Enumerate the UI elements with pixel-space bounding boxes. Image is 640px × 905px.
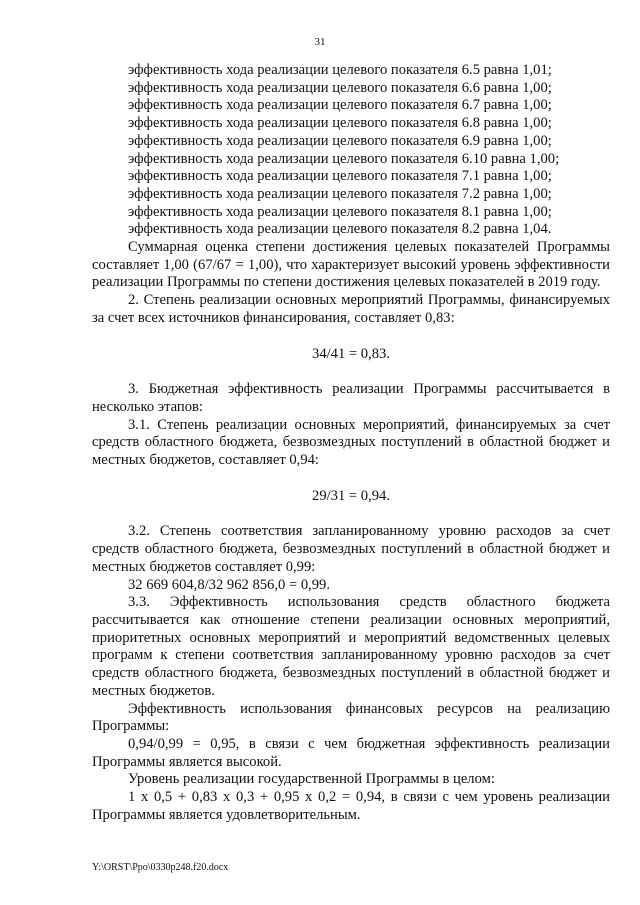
item-3-1-paragraph: 3.1. Степень реализации основных мероприятий, финансируемых за счет средств областного бюджета, безвозмездных поступлений в областной бюджет и местных бюджетов, составляет 0,94: [92,416,610,469]
formula-expenditure: 32 669 604,8/32 962 856,0 = 0,99. [128,576,331,593]
item-2-paragraph: 2. Степень реализации основных мероприятий Программы, финансируемых за счет всех источников финансирования, составляет 0,83: [92,292,610,326]
spacer [92,470,610,488]
indicator-line: эффективность хода реализации целевого показателя 6.7 равна 1,00; [128,97,552,114]
formula-29-31: 29/31 = 0,94. [312,487,390,504]
spacer [92,328,610,346]
summary-paragraph: Суммарная оценка степени достижения целевых показателей Программы составляет 1,00 (67/67 = 1,00), что характеризует высокий уровень эффективности реализации Программы по степени достижения целевых показателей в 2019 году. [92,239,610,291]
footer-file-path: Y:\ORST\Ppo\0330p248.f20.docx [92,862,229,873]
overall-formula: 1 х 0,5 + 0,83 х 0,3 + 0,95 х 0,2 = 0,94, в связи с чем уровень реализации Программы является удовлетворительным. [92,789,610,823]
formula-34-41: 34/41 = 0,83. [312,345,390,362]
overall-level-heading: Уровень реализации государственной Программы в целом: [128,771,495,788]
spacer [92,505,610,523]
item-3-3-paragraph: 3.3. Эффективность использования средств областного бюджета рассчитывается как отношение степени реализации основных мероприятий, приоритетных основных мероприятий и мероприятий ведомственных целевых программ к степени соответствия запланированному уровню расходов за счет средств областного бюджета, безвозмездных поступлений в областной бюджет и местных бюджетов. [92,594,610,699]
efficiency-paragraph: Эффективность использования финансовых ресурсов на реализацию Программы: [92,700,610,735]
indicator-list [92,62,610,239]
indicator-line: эффективность хода реализации целевого показателя 8.1 равна 1,00; [128,203,552,220]
document-body [92,62,610,824]
item-3-2-paragraph: 3.2. Степень соответствия запланированному уровню расходов за счет средств областного бюджета, безвозмездных поступлений в областной бюджет и местных бюджетов составляет 0,99: [92,523,610,575]
indicator-line: эффективность хода реализации целевого показателя 7.2 равна 1,00; [128,185,552,202]
indicator-line: эффективность хода реализации целевого показателя 6.6 равна 1,00; [128,79,552,96]
indicator-line: эффективность хода реализации целевого показателя 6.9 равна 1,00; [128,132,552,149]
indicator-line: эффективность хода реализации целевого показателя 6.10 равна 1,00; [128,150,560,167]
indicator-line: эффективность хода реализации целевого показателя 6.8 равна 1,00; [128,115,552,132]
indicator-line: эффективность хода реализации целевого показателя 6.5 равна 1,01; [128,62,552,78]
spacer [92,363,610,381]
indicator-line: эффективность хода реализации целевого показателя 7.1 равна 1,00; [128,168,552,185]
item-3-paragraph: 3. Бюджетная эффективность реализации Программы рассчитывается в несколько этапов: [92,381,610,415]
indicator-line: эффективность хода реализации целевого показателя 8.2 равна 1,04. [128,221,552,238]
efficiency-formula: 0,94/0,99 = 0,95, в связи с чем бюджетная эффективность реализации Программы является высокой. [92,735,610,770]
page-number: 31 [314,36,326,48]
